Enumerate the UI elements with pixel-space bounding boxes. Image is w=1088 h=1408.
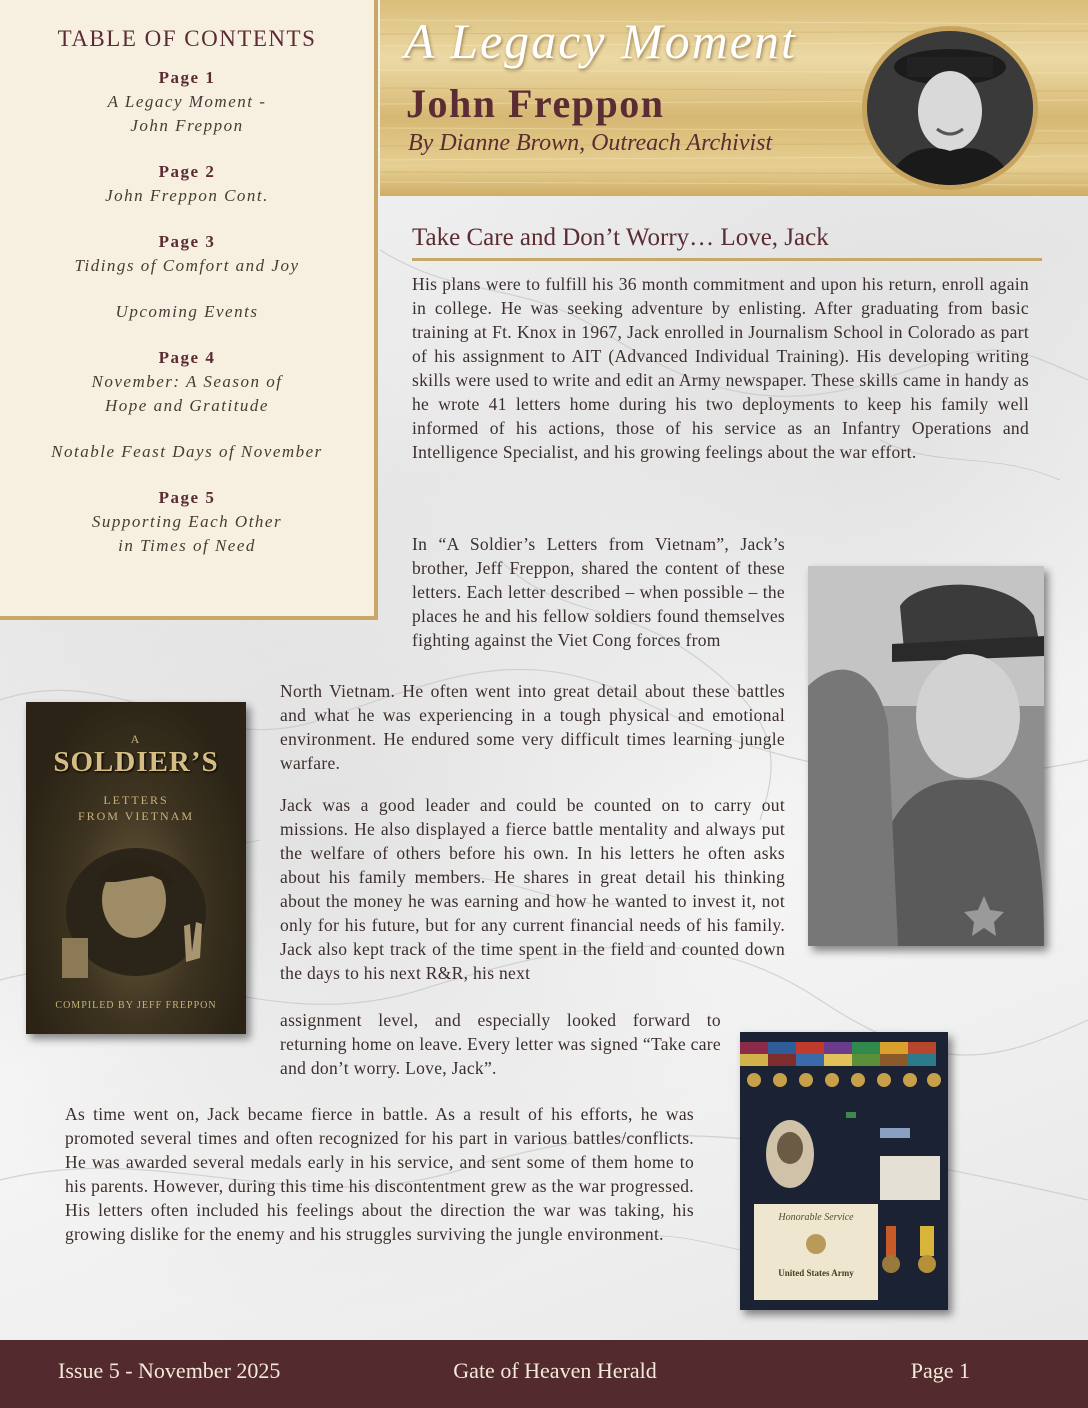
section-heading: Take Care and Don’t Worry… Love, Jack (412, 224, 1042, 261)
paragraph-2-part-2: North Vietnam. He often went into great detail about these battles and what he was experiencing in a tough physical and emotional environment. He endured some very difficult times learning jungle warfare. (280, 681, 785, 773)
toc-description: John Freppon (130, 116, 244, 135)
book-cover (26, 702, 246, 1034)
soldier-portrait (862, 26, 1038, 190)
book-cover-subtitle-line: FROM VIETNAM (77, 809, 195, 823)
toc-page-label: Page 2 (158, 162, 216, 181)
book-cover-portrait (56, 842, 216, 992)
table-of-contents (0, 0, 378, 620)
medal-display-illustration (740, 1032, 948, 1310)
toc-description: Supporting Each Other (91, 512, 283, 531)
paragraph-4: As time went on, Jack became fierce in battle. As a result of his efforts, he was promoted several times and often recognized for his part in various battles/conflicts. He was awarded several medals early in his service, and sent some of them home to his parents. However, during this time his discontentment grew as the war progressed. His letters often included his feelings about the direction the war was taking, his growing dislike for the enemy and his struggles surviving the jungle environment. (65, 1104, 694, 1244)
toc-description: in Times of Need (118, 536, 256, 555)
book-cover-title: SOLDIER’S (53, 746, 219, 778)
toc-description: November: A Season of (91, 372, 283, 391)
toc-page-label: Page 4 (158, 348, 216, 367)
toc-entry (0, 160, 374, 208)
toc-entry (0, 346, 374, 418)
toc-description: Notable Feast Days of November (51, 442, 323, 461)
toc-description: Upcoming Events (115, 302, 259, 321)
toc-title: TABLE OF CONTENTS (57, 26, 317, 51)
portrait-illustration (867, 31, 1033, 185)
vietnam-field-photo (808, 566, 1044, 946)
byline: By Dianne Brown, Outreach Archivist (408, 130, 773, 156)
newsletter-title: Gate of Heaven Herald (453, 1358, 657, 1383)
toc-description: Hope and Gratitude (105, 396, 269, 415)
book-cover-subtitle (26, 792, 246, 824)
toc-entry (0, 440, 374, 464)
page-number: Page 1 (910, 1358, 970, 1383)
toc-entry (0, 66, 374, 138)
paragraph-3-part-2: assignment level, and especially looked forward to returning home on leave. Every letter was signed “Take care and don’t worry. Love, Jack”. (280, 1010, 721, 1078)
book-cover-subtitle-line: LETTERS (103, 793, 169, 807)
certificate-army: United States Army (778, 1268, 854, 1278)
toc-entry (0, 486, 374, 558)
issue-label: Issue 5 - November 2025 (58, 1358, 281, 1383)
paragraph-3-part-1: Jack was a good leader and could be counted on to carry out missions. He also displayed a fierce battle mentality and always put the welfare of others before his own. In his letters he often asks about his family members. He shares in great detail his thinking about the money he was earning and how he wanted to invest it, not only for his future, but for any current financial needs of his family. Jack also kept track of the time spent in the field and counted down the days to his next R&R, his next (280, 795, 785, 983)
footer-bar (0, 1340, 1088, 1408)
certificate-heading: Honorable Service (778, 1212, 854, 1223)
book-cover-article: A (130, 732, 142, 746)
paragraph-1: His plans were to fulfill his 36 month commitment and upon his return, enroll again in college. He was seeking adventure by enlisting. After graduating from basic training at Ft. Knox in 1967, Jack enrolled in Journalism School in Colorado as part of his assignment to AIT (Advanced Individual Training). His developing writing skills were used to write and edit an Army newspaper. These skills came in handy as he wrote 41 letters home during his two deployments to keep his family well informed of his actions, those of his service as an Infantry Operations and Intelligence Specialist, and his growing feelings about the war effort. (412, 274, 1029, 462)
paragraph-2-part-1: In “A Soldier’s Letters from Vietnam”, Jack’s brother, Jeff Freppon, shared the content of these letters. Each letter described – when possible – the places he and his fellow soldiers found themselves fighting against the Viet Cong forces from (412, 534, 785, 650)
article-title: John Freppon (406, 81, 665, 126)
toc-entry (0, 300, 374, 324)
toc-description: John Freppon Cont. (105, 186, 269, 205)
book-cover-compiler: COMPILED BY JEFF FREPPON (55, 1000, 217, 1011)
toc-page-label: Page 1 (158, 68, 216, 87)
series-title: A Legacy Moment (404, 13, 797, 69)
toc-description: Tidings of Comfort and Joy (74, 256, 300, 275)
toc-page-label: Page 5 (158, 488, 216, 507)
toc-page-label: Page 3 (158, 232, 216, 251)
toc-entry (0, 230, 374, 278)
toc-description: A Legacy Moment - (107, 92, 267, 111)
field-photo-illustration (808, 566, 1044, 946)
medal-shadow-box (740, 1032, 948, 1310)
